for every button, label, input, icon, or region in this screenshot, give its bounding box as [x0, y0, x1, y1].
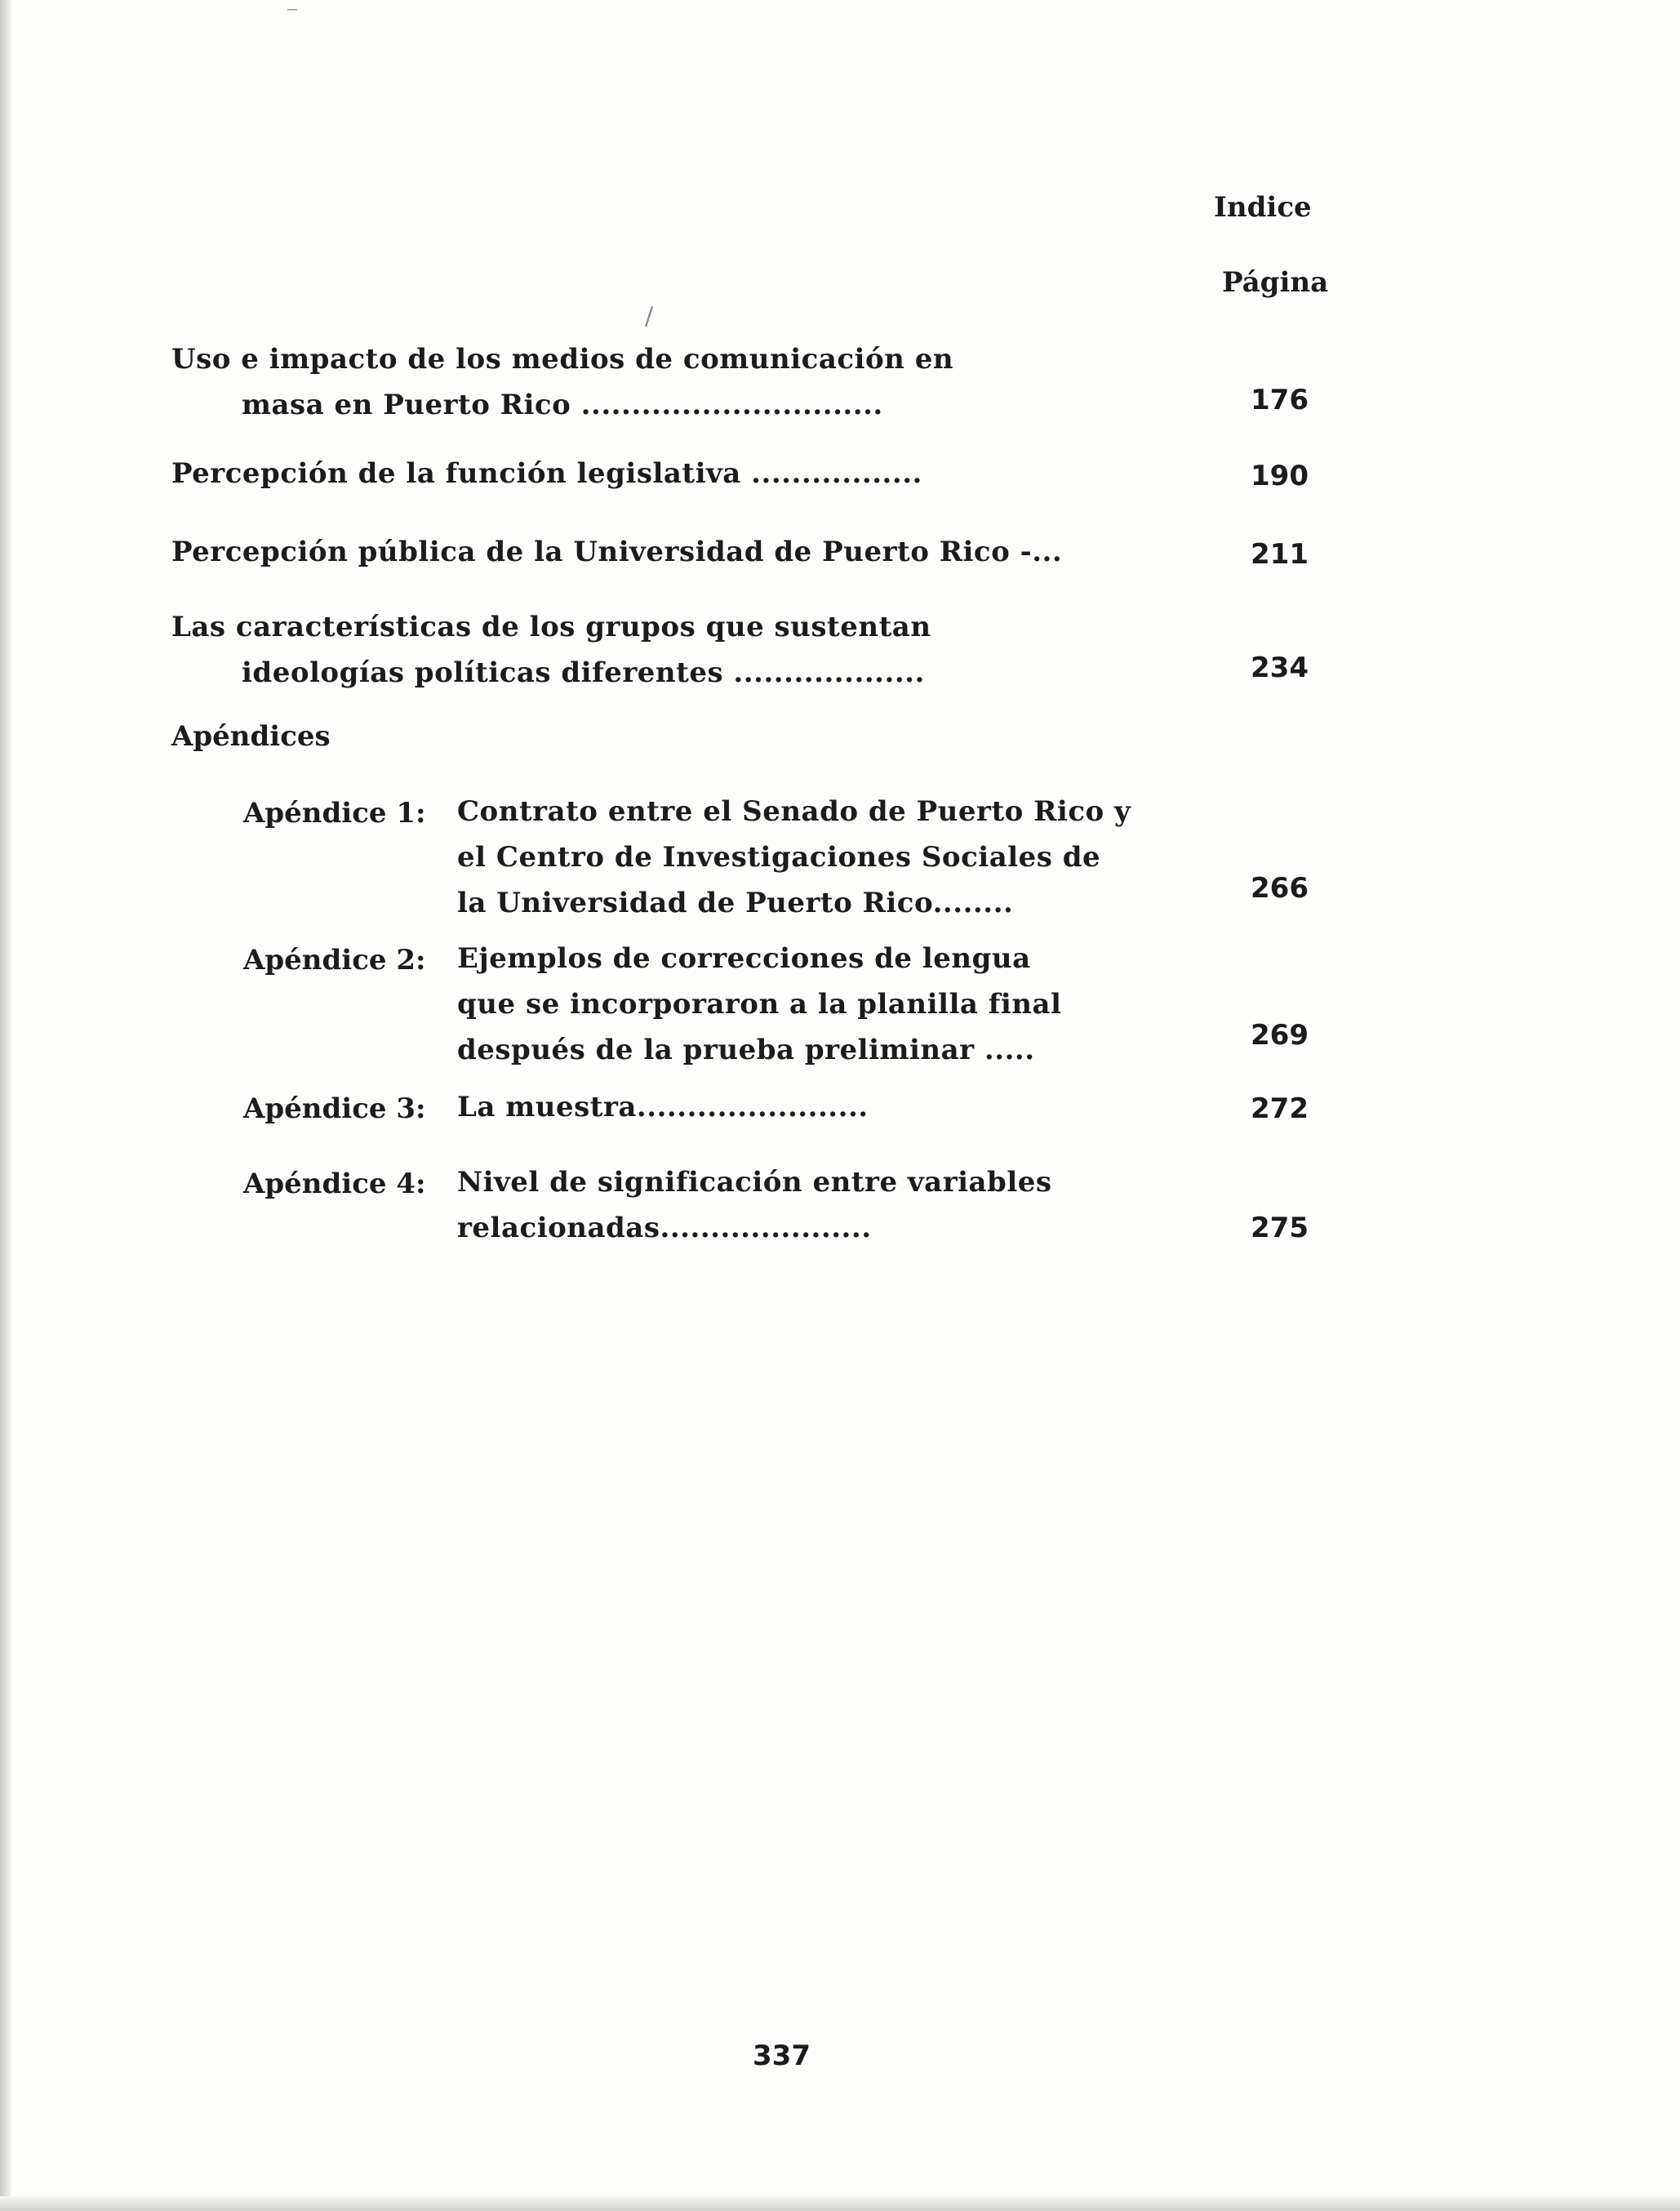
toc-entry-page: 176 — [1251, 384, 1309, 416]
appendix-line: después de la prueba preliminar ..... — [457, 1034, 1035, 1066]
page-edge-left — [0, 0, 11, 2211]
toc-entry-line: Percepción pública de la Universidad de Puerto Rico -... — [171, 536, 1063, 568]
appendix-label: Apéndice 1: — [243, 797, 426, 830]
appendix-line: Nivel de significación entre variables — [457, 1166, 1052, 1199]
appendix-page: 269 — [1251, 1019, 1309, 1052]
appendix-description — [457, 1084, 869, 1130]
toc-entry-line: Uso e impacto de los medios de comunicación en — [171, 343, 954, 376]
toc-entry-page: 190 — [1251, 460, 1309, 492]
toc-entry — [171, 529, 1062, 575]
toc-entry-line: Percepción de la función legislativa ................. — [171, 457, 922, 490]
scan-mark: ⁻ — [286, 0, 299, 29]
appendix-line: el Centro de Investigaciones Sociales de — [457, 841, 1101, 874]
appendix-description — [457, 789, 1131, 926]
appendix-line: Contrato entre el Senado de Puerto Rico y — [457, 795, 1131, 828]
scan-mark: / — [645, 302, 654, 331]
appendix-description — [457, 1159, 1052, 1251]
appendix-line: que se incorporaron a la planilla final — [457, 988, 1062, 1021]
appendix-page: 266 — [1251, 872, 1309, 905]
appendix-line: La muestra....................... — [457, 1091, 869, 1123]
toc-entry-page: 211 — [1251, 538, 1309, 571]
toc-entry-page: 234 — [1251, 652, 1309, 684]
toc-entry — [171, 604, 931, 696]
toc-entry-line: masa en Puerto Rico .............................. — [242, 389, 883, 421]
appendix-line: relacionadas..................... — [457, 1212, 872, 1244]
appendix-line: Ejemplos de correcciones de lengua — [457, 942, 1031, 975]
page-edge-bottom — [0, 2196, 1680, 2211]
page-number: 337 — [753, 2040, 811, 2072]
appendix-label: Apéndice 2: — [243, 944, 426, 976]
toc-entry — [171, 451, 922, 496]
toc-entry — [171, 336, 953, 428]
appendix-description — [457, 936, 1061, 1073]
appendix-label: Apéndice 4: — [243, 1168, 426, 1200]
appendix-line: la Universidad de Puerto Rico........ — [457, 887, 1014, 919]
appendix-page: 272 — [1251, 1092, 1309, 1125]
appendix-label: Apéndice 3: — [243, 1092, 426, 1125]
appendices-heading: Apéndices — [171, 720, 331, 753]
appendix-page: 275 — [1251, 1212, 1309, 1244]
page-column-label: Página — [1222, 266, 1329, 299]
toc-entry-line: Las características de los grupos que sustentan — [171, 611, 931, 643]
index-title: Indice — [1214, 191, 1312, 224]
toc-entry-line: ideologías políticas diferentes ................... — [242, 656, 925, 689]
